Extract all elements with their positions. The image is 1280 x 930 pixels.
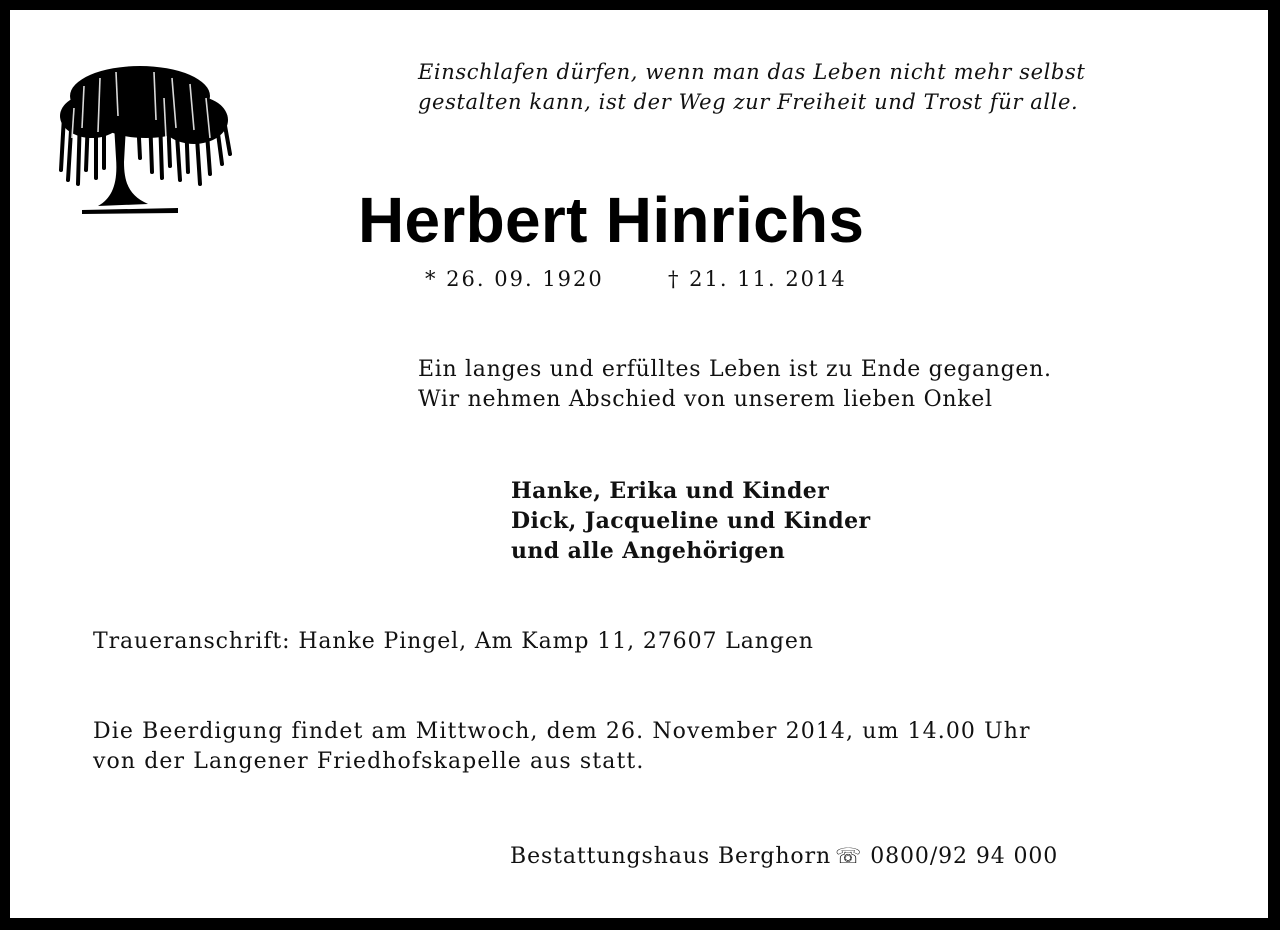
- motto-line-2: gestalten kann, ist der Weg zur Freiheit und Trost für alle.: [418, 90, 1079, 114]
- mourning-address: Traueranschrift: Hanke Pingel, Am Kamp 11, 27607 Langen: [93, 629, 814, 654]
- weeping-willow-tree-icon: [54, 58, 234, 218]
- undertaker-contact: [510, 841, 1058, 872]
- deceased-name: Herbert Hinrichs: [358, 184, 865, 256]
- funeral-notice: [93, 717, 1031, 777]
- motto-quote: [418, 57, 1085, 117]
- funeral-line-1: Die Beerdigung findet am Mittwoch, dem 26. November 2014, um 14.00 Uhr: [93, 719, 1031, 744]
- farewell-line-1: Ein langes und erfülltes Leben ist zu Ende gegangen.: [418, 357, 1052, 382]
- farewell-line-2: Wir nehmen Abschied von unserem lieben Onkel: [418, 387, 993, 412]
- mourners-list: [511, 476, 870, 566]
- death-date: † 21. 11. 2014: [668, 267, 847, 291]
- mourner-entry: Dick, Jacqueline und Kinder: [511, 508, 871, 534]
- undertaker-phone: 0800/92 94 000: [870, 844, 1059, 869]
- motto-line-1: Einschlafen dürfen, wenn man das Leben nicht mehr selbst: [418, 60, 1086, 84]
- telephone-icon: ☏: [835, 844, 863, 868]
- farewell-message: [418, 355, 1052, 415]
- mourner-entry: Hanke, Erika und Kinder: [511, 478, 830, 504]
- birth-date: * 26. 09. 1920: [425, 267, 604, 291]
- mourner-entry: und alle Angehörigen: [511, 538, 786, 564]
- undertaker-name: Bestattungshaus Berghorn: [510, 844, 832, 869]
- funeral-line-2: von der Langener Friedhofskapelle aus statt.: [93, 749, 645, 774]
